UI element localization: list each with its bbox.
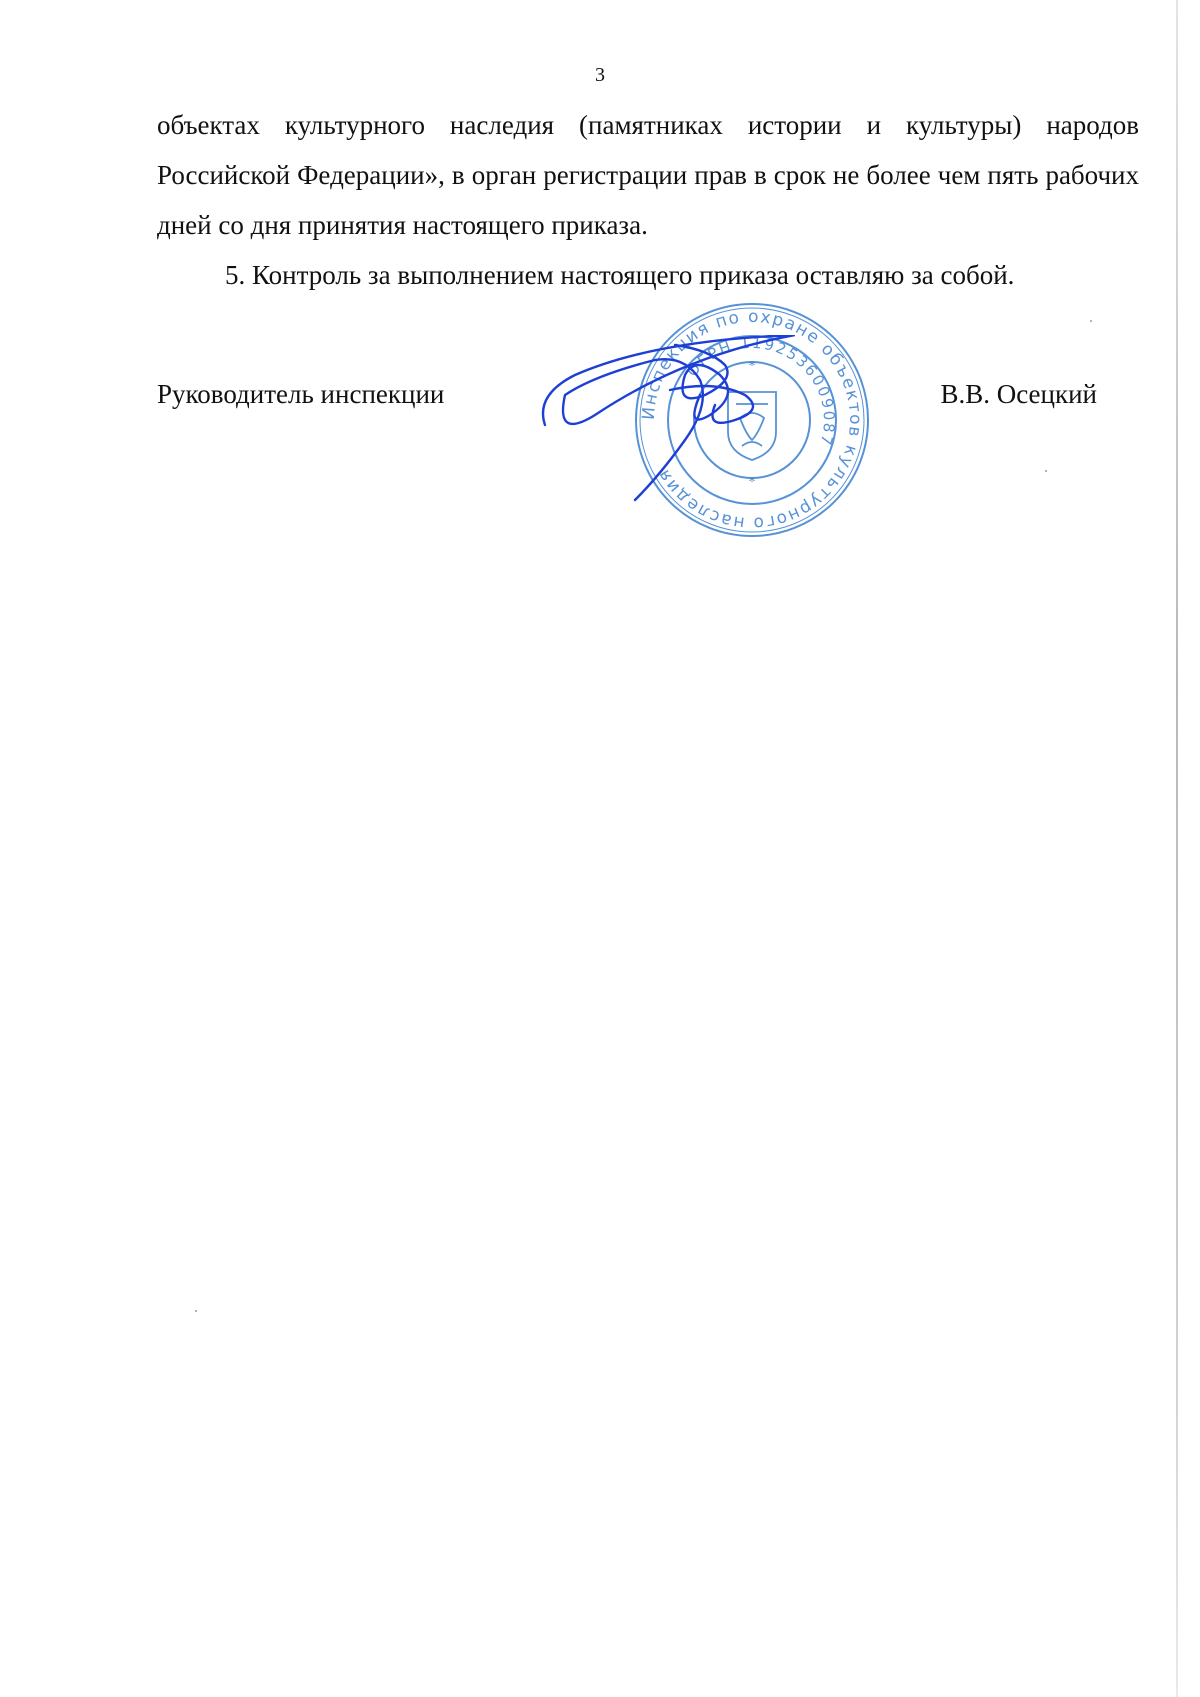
handwritten-signature — [535, 335, 795, 505]
scan-speck — [1090, 320, 1092, 322]
stamp-outer-text: Инспекция по охране объектов культурного наследия — [638, 306, 866, 534]
paragraph-continuation: объектах культурного наследия (памятниках истории и культуры) народов Российской Федерации», в орган регистрации прав в срок не более чем пять рабочих дней со дня принятия настоящего приказа. — [157, 110, 1139, 240]
document-body — [157, 100, 1139, 300]
signer-title: Руководитель инспекции — [157, 379, 445, 409]
paragraph-item-5: 5. Контроль за выполнением настоящего приказа оставляю за собой. — [225, 260, 1015, 290]
scan-edge-shadow — [1176, 0, 1178, 1697]
page-number: 3 — [595, 64, 605, 86]
stamp-inner-text: ОГРН 1192536009087 — [683, 333, 839, 449]
signer-name: В.В. Осецкий — [940, 379, 1097, 409]
svg-text:*: * — [748, 475, 756, 490]
scan-speck — [1045, 470, 1047, 472]
svg-text:*: * — [748, 359, 756, 374]
scan-speck — [195, 1310, 197, 1312]
